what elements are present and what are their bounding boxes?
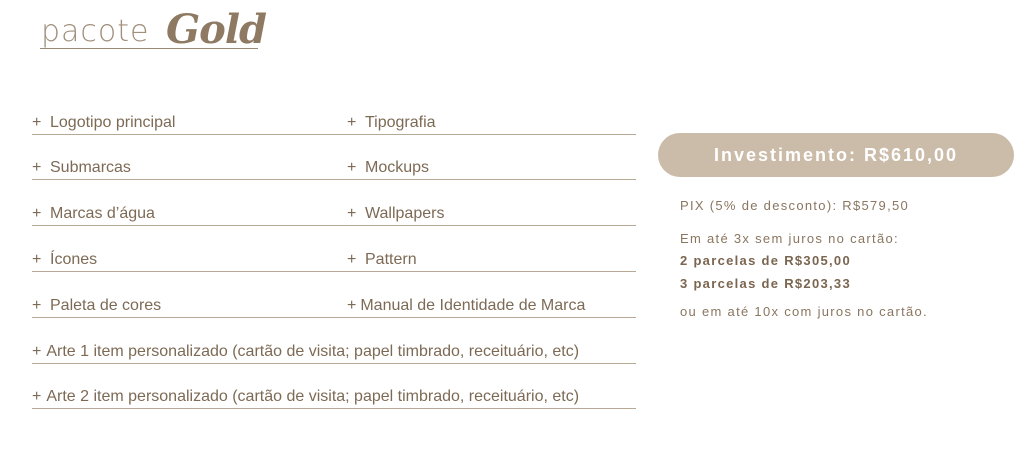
feature-item-pattern: + Pattern bbox=[347, 249, 636, 272]
installment-3x: 3 parcelas de R$203,33 bbox=[680, 276, 851, 291]
installments-intro: Em até 3x sem juros no cartão: bbox=[680, 231, 899, 246]
feature-item-palette: + Paleta de cores bbox=[32, 295, 347, 318]
feature-item-art-2: + Arte 2 item personalizado (cartão de visita; papel timbrado, receituário, etc) bbox=[32, 386, 636, 409]
installment-2x: 2 parcelas de R$305,00 bbox=[680, 253, 851, 268]
feature-item-logo: + Logotipo principal bbox=[32, 112, 347, 135]
title-emphasis: Gold bbox=[166, 6, 267, 53]
feature-item-art-1: + Arte 1 item personalizado (cartão de visita; papel timbrado, receituário, etc) bbox=[32, 341, 636, 364]
feature-item-watermarks: + Marcas d’água bbox=[32, 203, 347, 226]
feature-item-mockups: + Mockups bbox=[347, 157, 636, 180]
feature-item-icons: + Ícones bbox=[32, 249, 347, 272]
feature-item-typography: + Tipografia bbox=[347, 112, 636, 135]
package-title bbox=[40, 6, 267, 53]
title-word: pacote bbox=[41, 14, 150, 49]
feature-item-submarks: + Submarcas bbox=[32, 157, 347, 180]
feature-item-wallpapers: + Wallpapers bbox=[347, 203, 636, 226]
pix-price: PIX (5% de desconto): R$579,50 bbox=[680, 198, 910, 213]
installments-10x: ou em até 10x com juros no cartão. bbox=[680, 304, 928, 319]
investment-badge: Investimento: R$610,00 bbox=[658, 133, 1014, 177]
feature-item-brand-manual: + Manual de Identidade de Marca bbox=[347, 295, 636, 318]
